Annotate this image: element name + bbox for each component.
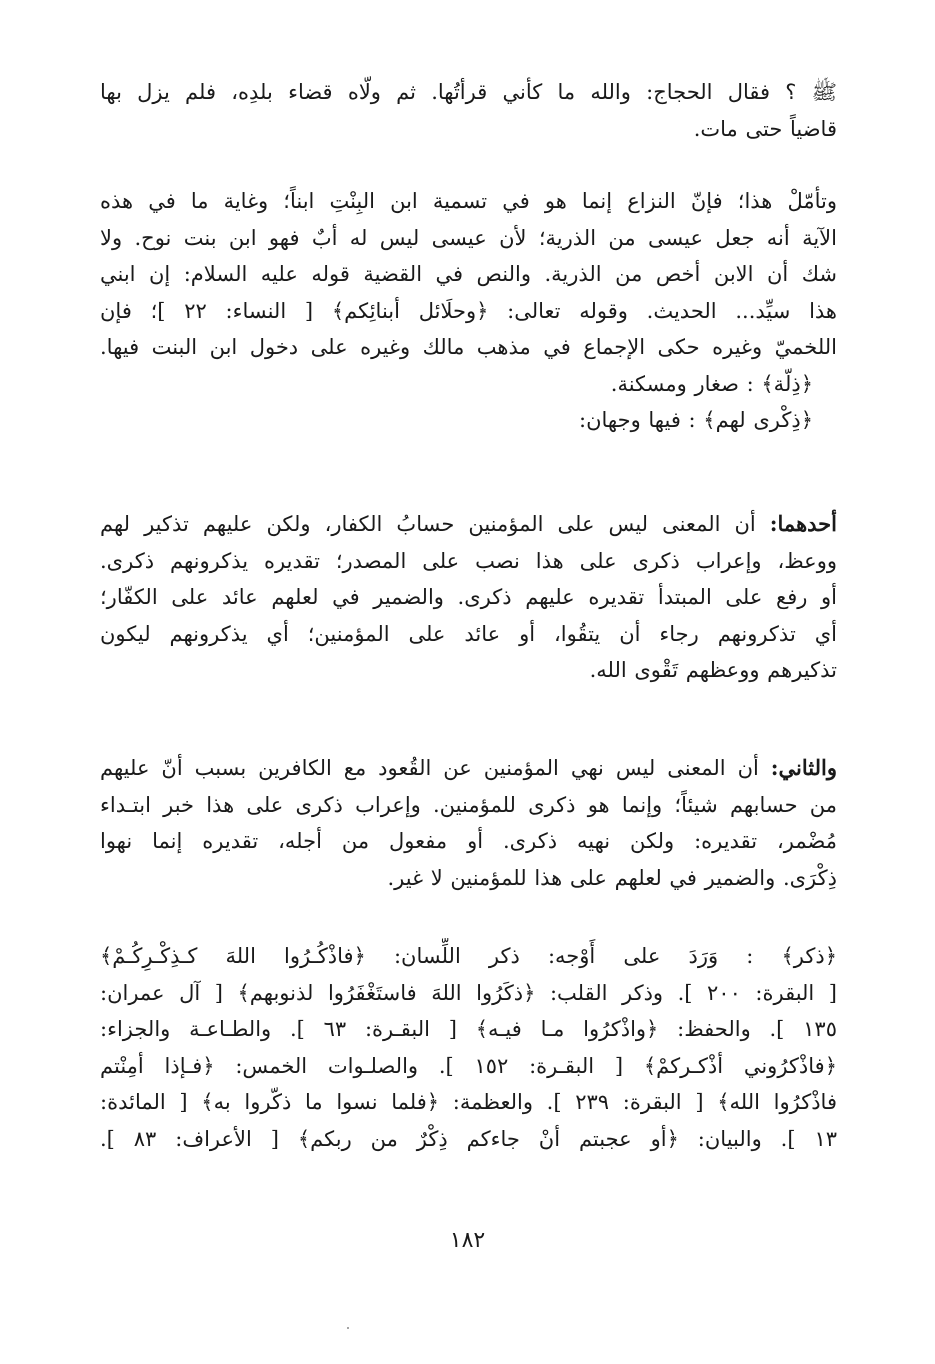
lead-term: أحدهما: <box>769 511 837 536</box>
text-line: فاذْكرُوا الله﴾ [ البقرة: ٢٣٩ ]. والعظمة: ﴿فلما نسوا ما ذكّروا به﴾ [ المائدة: <box>100 1090 837 1114</box>
paragraph-continuation <box>100 74 837 147</box>
text-line: تذكيرهم ووعظهم تَقْوى الله. <box>589 658 837 682</box>
text-line: هذا سيِّد... الحديث. وقوله تعالى: ﴿وحلَائل أبنائِكم﴾ [ النساء: ٢٢ ]؛ فإن <box>100 298 837 323</box>
text-run: أن المعنى ليس على المؤمنين حسابُ الكفار، ولكن عليهم تذكير لهم <box>100 512 770 536</box>
paragraph-first-aspect <box>100 506 837 689</box>
text-line: ووعظ، وإعراب ذكرى على هذا نصب على المصدر؛ تقديره يذكرونهم ذكرى. <box>100 548 837 573</box>
text-line: ﴿فاذْكرُوني أذْكـركمْ﴾ [ البقـرة: ١٥٢ ]. والصلـوات الخمس: ﴿فـإذا أمِنْتم <box>100 1053 837 1078</box>
text-line <box>100 506 837 543</box>
text-line: ﴿ذكر﴾ : وَرَدَ على أَوْجه: ذكر اللِّسان: ﴿فاذْكُـرُوا اللهَ كـذِكْـرِكُـمْ﴾ <box>100 944 837 968</box>
text-line: وتأمّلْ هذا؛ فإنّ النزاع إنما هو في تسمية ابن البِنْتِ ابناً؛ وغاية ما في هذه <box>100 189 837 213</box>
text-run: أن المعنى ليس نهي المؤمنين عن القُعود مع الكافرين بسبب أنّ عليهم <box>100 756 771 780</box>
text-line: من حسابهم شيئاً؛ وإنما هو ذكرى للمؤمنين. وإعراب ذكرى على هذا خبر ابتـداء <box>100 792 837 817</box>
scan-speck <box>347 1327 349 1329</box>
paragraph-dhikr-meanings <box>100 938 837 1157</box>
lead-term: والثاني: <box>770 755 837 780</box>
paragraph-commentary <box>100 183 837 439</box>
text-line: اللخميّ وغيره حكى الإجماع في مذهب مالك وغيره على دخول ابن البنت فيها. <box>100 335 837 359</box>
text-line: قاضياً حتى مات. <box>693 116 837 141</box>
text-line <box>100 750 837 787</box>
text-line: ﷺ ؟ فقال الحجاج: والله ما كأني قرأتُها. ثم ولّاه قضاء بلدِه، فلم يزل بها <box>100 80 837 104</box>
text-line: مُضْمر، تقديره: ولكن نهيه ذكرى. أو مفعول من أجله، تقديره إنما نهوا <box>100 829 837 853</box>
text-line: ﴿ذِكْرى لهم﴾ : فيها وجهان: <box>579 408 813 432</box>
text-line: [ البقرة: ٢٠٠ ]. وذكر القلب: ﴿ذكَرُوا اللهَ فاستَغْفَرُوا لذنوبهم﴾ [ آل عمران: <box>100 980 837 1005</box>
text-line: ١٣٥ ]. والحفظ: ﴿واذْكرُوا مـا فيـه﴾ [ البقـرة: ٦٣ ]. والطـاعـة والجزاء: <box>100 1017 837 1041</box>
text-line: ﴿ذِلّة﴾ : صغار ومسكنة. <box>610 371 813 396</box>
text-line: الآية أنه جعل عيسى من الذرية؛ لأن عيسى ليس له أبٌ فهو ابن بنت نوح. ولا <box>100 225 837 250</box>
paragraph-second-aspect <box>100 750 837 896</box>
text-line: ذِكْرَى. والضمير في لعلهم على هذا للمؤمنين لا غير. <box>387 865 837 890</box>
text-line: ١٣ ]. والبيان: ﴿أو عجبتم أنْ جاءكم ذِكْرٌ من ربكم﴾ [ الأعراف: ٨٣ ]. <box>100 1126 837 1151</box>
page-number: ١٨٢ <box>449 1228 486 1253</box>
text-line: أي تذكرونهم رجاء أن يتقُوا، أو عائد على المؤمنين؛ أي يذكرونهم ليكون <box>100 621 837 646</box>
text-line: أو رفع على المبتدأ تقديره عليهم ذكرى. والضمير في لعلهم عائد على الكفّار؛ <box>100 585 837 609</box>
text-line: شك أن الابن أخص من الذرية. والنص في القضية قوله عليه السلام: إن ابني <box>100 262 837 286</box>
